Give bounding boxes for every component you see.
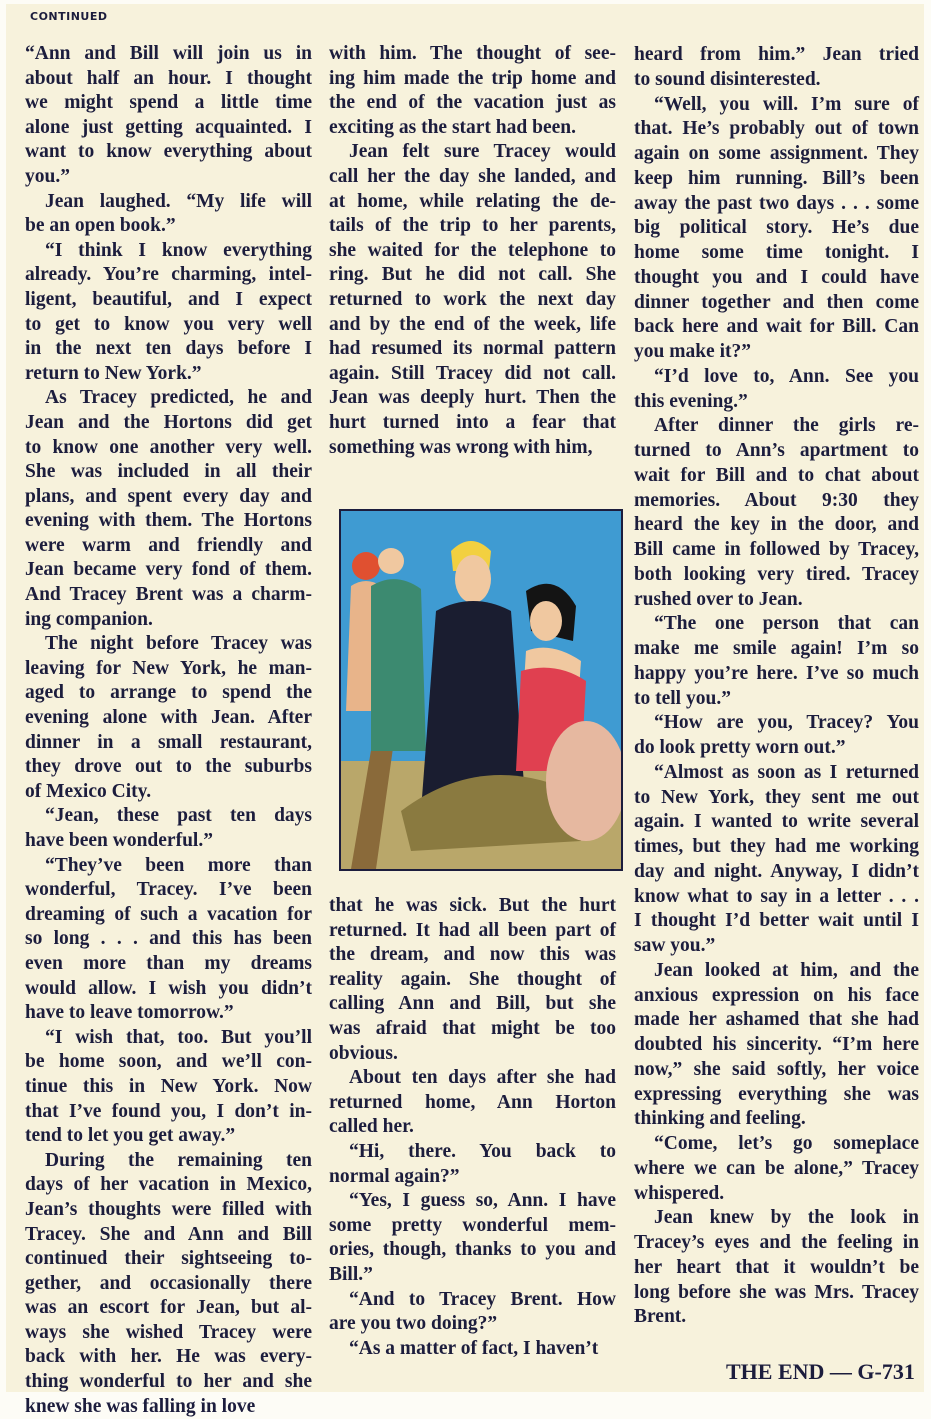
- text-line: now,” she said softly, her voice: [634, 1058, 919, 1080]
- text-line: to New York, they sent me out: [634, 786, 919, 808]
- text-line: you make it?”: [634, 341, 751, 362]
- text-line: Jean laughed. “My life will: [45, 190, 312, 212]
- text-line: ories, though, thanks to you and: [329, 1239, 616, 1261]
- text-line: “Almost as soon as I returned: [654, 761, 919, 783]
- text-line: Bill.”: [329, 1263, 373, 1285]
- story-illustration: [339, 509, 623, 871]
- text-line: something was wrong with him,: [329, 436, 593, 458]
- text-column-3: [634, 43, 919, 1330]
- text-line: keep him running. Bill’s been: [634, 167, 919, 189]
- text-line: Jean became very fond of them.: [25, 559, 312, 581]
- text-line: Tracey’s eyes and the feeling in: [634, 1232, 919, 1253]
- text-line: and by the end of the week, life: [329, 313, 616, 335]
- paragraph: [329, 894, 616, 1066]
- paragraph: [634, 43, 919, 93]
- text-line: already. You’re charming, intel-: [25, 264, 312, 286]
- text-line: dinner together and then come: [634, 291, 919, 313]
- text-line: had resumed its normal pattern: [329, 338, 616, 360]
- text-column-1: [25, 42, 312, 1419]
- text-line: have been wonderful.”: [25, 830, 213, 851]
- text-line: heard the key in the door, and: [634, 514, 919, 536]
- text-line: plans, and spent every day and: [25, 485, 312, 507]
- text-line: evening alone with Jean. After: [25, 707, 312, 729]
- text-line: that I’ve found you, I don’t in-: [25, 1100, 312, 1122]
- text-line: have to leave tomorrow.”: [25, 1002, 234, 1024]
- text-line: away the past two days . . . some: [634, 192, 919, 214]
- text-line: “I think I know everything: [45, 239, 312, 261]
- text-line: are you two doing?”: [329, 1313, 498, 1335]
- text-line: they drove out to the suburbs: [25, 756, 312, 778]
- text-line: normal again?”: [329, 1165, 460, 1187]
- text-line: return to New York.”: [25, 362, 202, 384]
- paragraph: [634, 365, 919, 415]
- text-line: you.”: [25, 165, 70, 187]
- paragraph: [25, 1149, 312, 1419]
- text-line: aged to arrange to spend the: [25, 682, 312, 704]
- text-line: tails of the trip to her parents,: [329, 215, 616, 237]
- text-line: wait for Bill and to chat about: [634, 464, 919, 486]
- paragraph: [25, 854, 312, 1026]
- text-line: tinue this in New York. Now: [25, 1075, 312, 1097]
- story-page: [6, 4, 924, 1417]
- text-line: both looking very tired. Tracey: [634, 563, 919, 585]
- text-line: thought you and I could have: [634, 266, 919, 288]
- text-column-2-top: [329, 42, 616, 460]
- text-line: continued their sightseeing to-: [25, 1248, 312, 1270]
- text-line: “They’ve been more than: [45, 854, 312, 876]
- paragraph: [329, 1189, 616, 1287]
- text-column-2-bottom: [329, 894, 616, 1361]
- text-line: The night before Tracey was: [45, 633, 312, 655]
- text-line: obvious.: [329, 1042, 398, 1064]
- text-line: day and night. Anyway, I didn’t: [634, 860, 919, 882]
- text-line: to tell you.”: [634, 687, 731, 709]
- text-line: evening with them. The Hortons: [25, 510, 312, 532]
- text-line: exciting as the start had been.: [329, 116, 576, 138]
- text-line: “The one person that can: [654, 613, 919, 635]
- text-line: again on some assignment. They: [634, 143, 919, 164]
- text-line: “Well, you will. I’m sure of: [654, 93, 919, 115]
- text-line: alone just getting acquainted. I: [25, 116, 312, 138]
- text-line: in the next ten days before I: [25, 338, 312, 360]
- text-line: rushed over to Jean.: [634, 588, 803, 610]
- continued-label: CONTINUED: [30, 10, 108, 23]
- text-line: know what to say in a letter . . .: [634, 885, 919, 907]
- text-line: this evening.”: [634, 390, 748, 412]
- text-line: Jean’s thoughts were filled with: [25, 1198, 312, 1220]
- paragraph: [329, 1288, 616, 1337]
- text-line: dreaming of such a vacation for: [25, 903, 312, 925]
- text-line: about half an hour. I thought: [25, 67, 312, 89]
- text-line: And Tracey Brent was a charm-: [25, 584, 312, 606]
- text-line: even more than my dreams: [25, 952, 312, 974]
- paragraph: [634, 93, 919, 365]
- text-line: ing companion.: [25, 608, 153, 630]
- text-line: dinner in a small restaurant,: [25, 731, 312, 753]
- text-line: ways she wished Tracey were: [25, 1321, 312, 1343]
- text-line: “As a matter of fact, I haven’t: [349, 1337, 599, 1359]
- paragraph: [25, 804, 312, 853]
- text-line: the end of the vacation just as: [329, 92, 616, 114]
- text-line: “Come, let’s go someplace: [654, 1133, 919, 1154]
- text-line: I thought I’d better wait until I: [634, 910, 919, 932]
- paragraph: [634, 1132, 919, 1206]
- text-line: reality again. She thought of: [329, 968, 616, 990]
- text-line: days of her vacation in Mexico,: [25, 1174, 312, 1196]
- text-line: leaving for New York, he man-: [25, 657, 312, 679]
- text-line: tend to let you get away.”: [25, 1125, 236, 1147]
- text-line: were warm and friendly and: [25, 534, 312, 556]
- text-line: thing wonderful to her and she: [25, 1371, 312, 1393]
- text-line: Jean looked at him, and the: [654, 959, 919, 981]
- text-line: make me smile again! I’m so: [634, 638, 919, 659]
- paragraph: [25, 239, 312, 387]
- paragraph: [634, 761, 919, 959]
- text-line: with him. The thought of see-: [329, 43, 616, 64]
- text-line: Jean and the Hortons did get: [25, 411, 312, 433]
- text-line: again. I wanted to write several: [634, 811, 919, 833]
- text-line: we might spend a little time: [25, 92, 312, 114]
- text-line: long before she was Mrs. Tracey: [634, 1281, 919, 1303]
- text-line: of Mexico City.: [25, 780, 152, 802]
- text-line: doubted his sincerity. “I’m here: [634, 1034, 919, 1055]
- paragraph: [329, 140, 616, 460]
- text-line: call her the day she landed, and: [329, 165, 616, 187]
- paragraph: [25, 1026, 312, 1149]
- text-line: Jean felt sure Tracey would: [349, 141, 616, 163]
- text-line: expressing everything she was: [634, 1083, 919, 1105]
- text-line: “Ann and Bill will join us in: [25, 43, 312, 64]
- text-line: was afraid that might be too: [329, 1017, 616, 1039]
- text-line: ing him made the trip home and: [329, 67, 616, 89]
- text-line: ring. But he did not call. She: [329, 264, 616, 286]
- text-line: hurt turned into a fear that: [329, 411, 616, 433]
- text-line: again. Still Tracey did not call.: [329, 362, 616, 384]
- text-line: wonderful, Tracey. I’ve been: [25, 879, 312, 901]
- text-line: “Hi, there. You back to: [349, 1140, 616, 1162]
- text-line: heard from him.” Jean tried: [634, 44, 919, 65]
- text-line: to sound disinterested.: [634, 68, 821, 90]
- text-line: be an open book.”: [25, 215, 176, 237]
- text-line: happy you’re here. I’ve so much: [634, 662, 919, 684]
- text-line: so long . . . and this has been: [25, 928, 312, 950]
- text-line: made her ashamed that she had: [634, 1009, 919, 1031]
- text-line: thinking and feeling.: [634, 1108, 806, 1130]
- text-line: whispered.: [634, 1182, 725, 1204]
- paragraph: [329, 1337, 616, 1362]
- the-end-footer: THE END — G-731: [726, 1359, 915, 1384]
- text-line: to know one another very well.: [25, 436, 312, 458]
- text-line: called her.: [329, 1116, 414, 1138]
- text-line: turned to Ann’s apartment to: [634, 440, 919, 461]
- paragraph: [25, 632, 312, 804]
- text-line: Tracey. She and Ann and Bill: [25, 1223, 312, 1245]
- text-line: big political story. He’s due: [634, 217, 919, 239]
- text-line: During the remaining ten: [45, 1149, 312, 1171]
- couple-embracing-illustration: [341, 511, 621, 869]
- text-line: “How are you, Tracey? You: [654, 712, 919, 734]
- text-line: that he was sick. But the hurt: [329, 895, 616, 916]
- text-line: the dream, and now this was: [329, 944, 616, 966]
- text-line: would allow. I wish you didn’t: [25, 977, 312, 999]
- text-line: She was included in all their: [25, 461, 312, 483]
- paragraph: [634, 612, 919, 711]
- text-line: returned home, Ann Horton: [329, 1091, 616, 1113]
- paragraph: [329, 1140, 616, 1189]
- paragraph: [329, 1066, 616, 1140]
- text-line: “And to Tracey Brent. How: [349, 1288, 616, 1310]
- text-line: “Jean, these past ten days: [45, 805, 312, 827]
- text-line: back here and wait for Bill. Can: [634, 316, 919, 338]
- paragraph: [25, 386, 312, 632]
- text-line: at home, while relating the de-: [329, 190, 616, 212]
- text-line: “I’d love to, Ann. See you: [654, 365, 919, 387]
- text-line: ligent, beautiful, and I expect: [25, 288, 312, 310]
- text-line: Jean was deeply hurt. Then the: [329, 387, 616, 409]
- text-line: to get to know you very well: [25, 313, 312, 335]
- text-line: times, but they had me working: [634, 836, 919, 857]
- text-line: where we can be alone,” Tracey: [634, 1157, 919, 1179]
- text-line: her heart that it wouldn’t be: [634, 1256, 919, 1278]
- text-line: As Tracey predicted, he and: [45, 387, 312, 409]
- text-line: Brent.: [634, 1306, 687, 1328]
- text-line: “Yes, I guess so, Ann. I have: [349, 1190, 616, 1212]
- text-line: returned to work the next day: [329, 288, 616, 310]
- paragraph: [25, 42, 312, 190]
- text-line: some pretty wonderful mem-: [329, 1214, 616, 1236]
- text-line: anxious expression on his face: [634, 984, 919, 1006]
- text-line: calling Ann and Bill, but she: [329, 993, 616, 1015]
- text-line: want to know everything about: [25, 141, 312, 163]
- text-line: was an escort for Jean, but al-: [25, 1297, 312, 1319]
- text-line: gether, and occasionally there: [25, 1272, 312, 1294]
- text-line: she waited for the telephone to: [329, 239, 616, 261]
- text-line: that. He’s probably out of town: [634, 118, 919, 140]
- paragraph: [329, 42, 616, 140]
- text-line: back with her. He was every-: [25, 1346, 312, 1368]
- text-line: home some time tonight. I: [634, 242, 919, 263]
- text-line: saw you.”: [634, 935, 716, 956]
- text-line: After dinner the girls re-: [654, 415, 919, 437]
- paragraph: [634, 959, 919, 1132]
- text-line: returned. It had all been part of: [329, 919, 616, 941]
- text-line: do look pretty worn out.”: [634, 737, 846, 758]
- text-line: Jean knew by the look in: [654, 1207, 919, 1229]
- text-line: knew she was falling in love: [25, 1395, 256, 1417]
- text-line: About ten days after she had: [349, 1067, 616, 1089]
- paragraph: [634, 414, 919, 612]
- paragraph: [634, 711, 919, 761]
- text-line: Bill came in followed by Tracey,: [634, 539, 919, 560]
- text-line: memories. About 9:30 they: [634, 489, 919, 511]
- paragraph: [634, 1206, 919, 1330]
- paragraph: [25, 190, 312, 239]
- text-line: be home soon, and we’ll con-: [25, 1051, 312, 1073]
- text-line: “I wish that, too. But you’ll: [45, 1026, 312, 1048]
